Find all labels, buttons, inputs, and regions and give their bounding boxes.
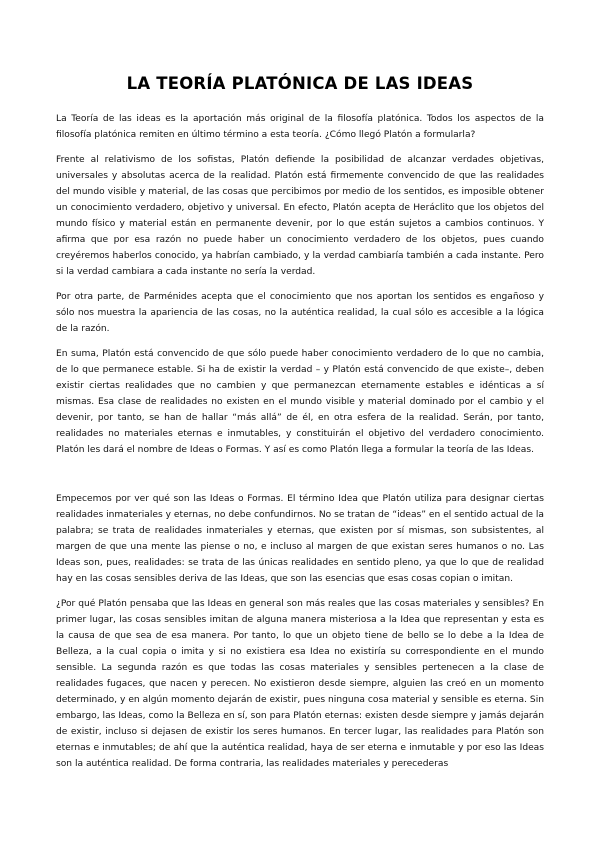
paragraph-parmenides: Por otra parte, de Parménides acepta que el conocimiento que nos aportan los sentidos es engañoso y sólo nos muestra la apariencia de las cosas, no la auténtica realidad, la cual sólo es accesible a la lógica de la razón. [56,292,544,334]
document-page [56,64,544,781]
paragraph-ideas-o-formas: Empecemos por ver qué son las Ideas o Formas. El término Idea que Platón utiliza para designar ciertas realidades inmateriales y eternas, no debe confundirnos. No se tratan de “ideas” en el sentido actual de la palabra; se trata de realidades inmateriales y eternas, que existen por sí mismas, son subsistentes, al margen de que una mente las piense o no, e incluso al margen de que existan seres humanos o no. Las Ideas son, pues, realidades: se trata de las únicas realidades en sentido pleno, ya que lo que de realidad hay en las cosas sensibles deriva de las Ideas, que son las esencias que esas cosas copian o imitan. [56,494,544,584]
paragraph-sofistas: Frente al relativismo de los sofistas, Platón defiende la posibilidad de alcanzar verdades objetivas, universales y absolutas acerca de la realidad. Platón está firmemente convencido de que las realidades del mundo visible y material, de las cosas que percibimos por medio de los sentidos, es imposible obtener un conocimiento verdadero, objetivo y universal. En efecto, Platón acepta de Heráclito que los objetos del mundo físico y material están en permanente devenir, por lo que están sujetos a cambios continuos. Y afirma que por esa razón no puede haber un conocimiento verdadero de los objetos, pues cuando creyéremos haberlos conocido, ya habrían cambiado, y la verdad cambiaría también a cada instante. Pero si la verdad cambiara a cada instante no sería la verdad. [56,155,544,277]
paragraph-intro: La Teoría de las ideas es la aportación más original de la filosofía platónica. Todos los aspectos de la filosofía platónica remiten en último término a esta teoría. ¿Cómo llegó Platón a formularla? [56,114,544,140]
document-title: LA TEORÍA PLATÓNICA DE LAS IDEAS [126,74,474,93]
paragraph-en-suma: En suma, Platón está convencido de que sólo puede haber conocimiento verdadero de lo que no cambia, de lo que permanece estable. Si ha de existir la verdad – y Platón está convencido de que existe–, deben existir ciertas realidades que no cambien y que permanezcan eternamente estables e idénticas a sí mismas. Esa clase de realidades no existen en el mundo visible y material dominado por el cambio y el devenir, por tanto, se han de hallar “más allá” de él, en otra esfera de la realidad. Serán, por tanto, realidades no materiales eternas e inmutables, y constituirán el objetivo del verdadero conocimiento. Platón les dará el nombre de Ideas o Formas. Y así es como Platón llega a formular la teoría de las Ideas. [56,349,544,455]
paragraph-por-que: ¿Por qué Platón pensaba que las Ideas en general son más reales que las cosas materiales y sensibles? En primer lugar, las cosas sensibles imitan de alguna manera misteriosa a la Idea que representan y esta es la causa de que sea de esa manera. Por tanto, lo que un objeto tiene de bello se lo debe a la Idea de Belleza, a la cual copia o imita y si no existiera esa Idea no existiría su correspondiente en el mundo sensible. La segunda razón es que todas las cosas materiales y sensibles pertenecen a la clase de realidades fugaces, que nacen y perecen. No existieron desde siempre, alguien las creó en un momento determinado, y en algún momento dejarán de existir, pues ninguna cosa material y sensible es eterna. Sin embargo, las Ideas, como la Belleza en sí, son para Platón eternas: existen desde siempre y jamás dejarán de existir, incluso si dejasen de existir los seres humanos. En tercer lugar, las realidades para Platón son eternas e inmutables; de ahí que la auténtica realidad, haya de ser eterna e inmutable y por eso las Ideas son la auténtica realidad. De forma contraria, las realidades materiales y perecederas [56,599,544,769]
section-gap [56,467,544,491]
